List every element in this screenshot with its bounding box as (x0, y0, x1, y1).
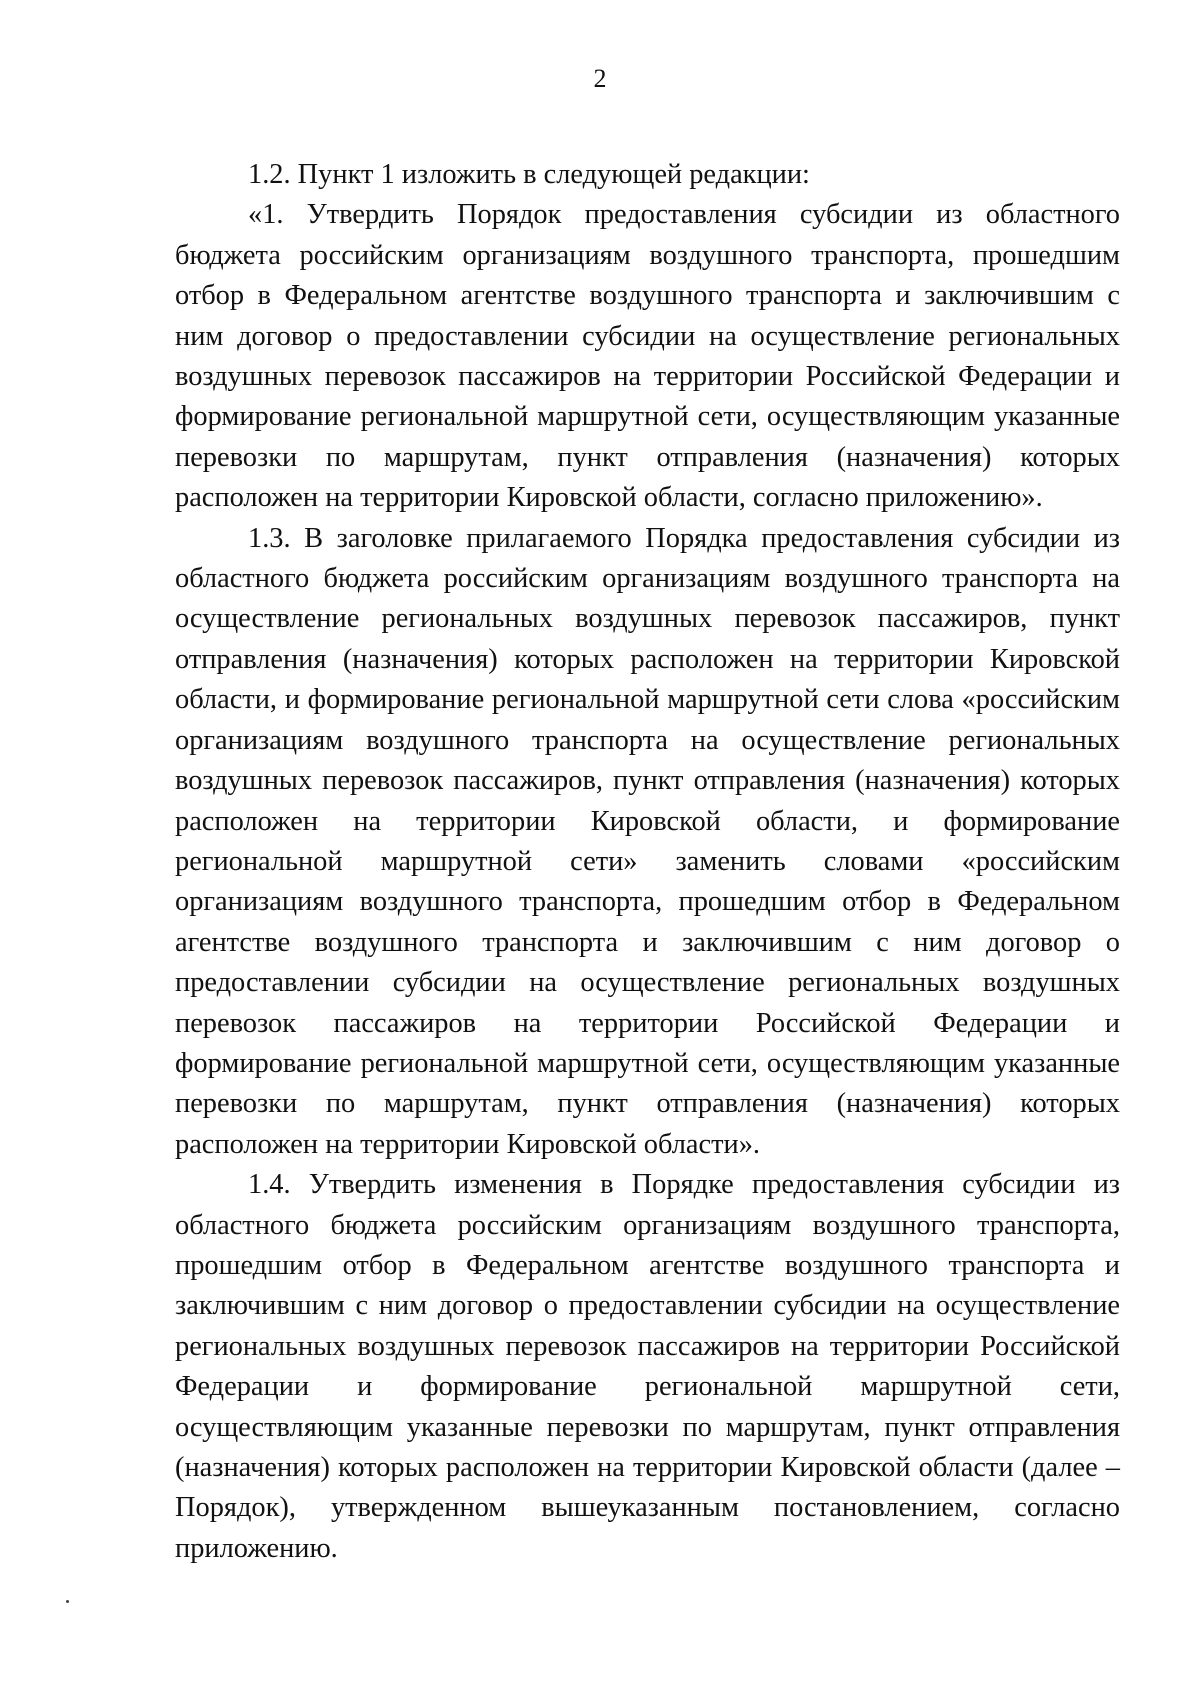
scan-speck (66, 1600, 69, 1603)
page-number: 2 (593, 64, 607, 93)
paragraph-quoted-item-1: «1. Утвердить Порядок предоставления субсидии из областного бюджета российским организациям воздушного транспорта, прошедшим отбор в Федеральном агентстве воздушного транспорта и заключившим с ним договор о предоставлении субсидии на осуществление региональных воздушных перевозок пассажиров на территории Российской Федерации и формирование региональной маршрутной сети, осуществляющим указанные перевозки по маршрутам, пункт отправления (назначения) которых расположен на территории Кировской области, согласно приложению». (175, 199, 1120, 514)
paragraph-1-3: 1.3. В заголовке прилагаемого Порядка предоставления субсидии из областного бюджета российским организациям воздушного транспорта на осуществление региональных воздушных перевозок пассажиров, пункт отправления (назначения) которых расположен на территории Кировской области, и формирование региональной маршрутной сети слова «российским организациям воздушного транспорта на осуществление региональных воздушных перевозок пассажиров, пункт отправления (назначения) которых расположен на территории Кировской области, и формирование региональной маршрутной сети» заменить словами «российским организациям воздушного транспорта, прошедшим отбор в Федеральном агентстве воздушного транспорта и заключившим с ним договор о предоставлении субсидии на осуществление региональных воздушных перевозок пассажиров на территории Российской Федерации и формирование региональной маршрутной сети, осуществляющим указанные перевозки по маршрутам, пункт отправления (назначения) которых расположен на территории Кировской области». (175, 522, 1120, 1160)
document-body (175, 155, 1120, 1569)
paragraph-1-2: 1.2. Пункт 1 изложить в следующей редакции: (248, 159, 810, 190)
paragraph-1-4: 1.4. Утвердить изменения в Порядке предоставления субсидии из областного бюджета российским организациям воздушного транспорта, прошедшим отбор в Федеральном агентстве воздушного транспорта и заключившим с ним договор о предоставлении субсидии на осуществление региональных воздушных перевозок пассажиров на территории Российской Федерации и формирование региональной маршрутной сети, осуществляющим указанные перевозки по маршрутам, пункт отправления (назначения) которых расположен на территории Кировской области (далее – Порядок), утвержденном вышеуказанным постановлением, согласно приложению. (175, 1169, 1120, 1564)
